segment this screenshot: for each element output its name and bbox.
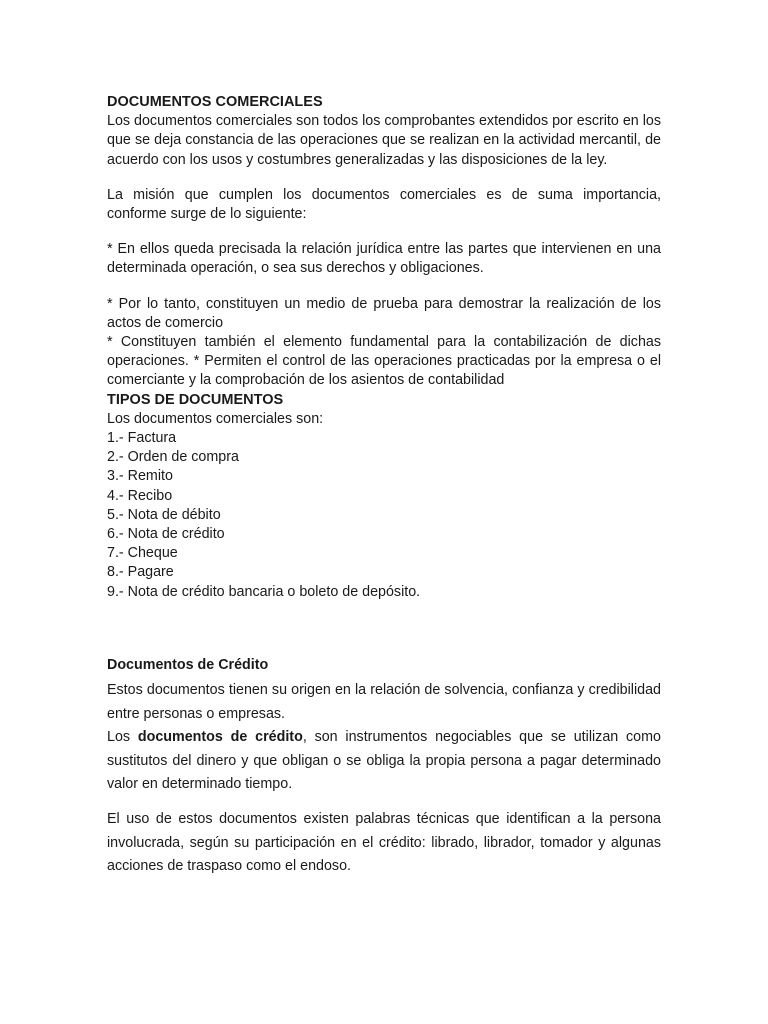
bullet-paragraph-2: * Por lo tanto, constituyen un medio de prueba para demostrar la realización de los actos de comercio (107, 295, 661, 331)
credit-paragraph-1: Estos documentos tienen su origen en la relación de solvencia, confianza y credibilidad entre personas o empresas. (107, 682, 661, 722)
list-item: 6.- Nota de crédito (107, 526, 225, 543)
types-intro: Los documentos comerciales son: (107, 410, 324, 427)
types-title: TIPOS DE DOCUMENTOS (107, 391, 284, 408)
intro-paragraph: Los documentos comerciales son todos los comprobantes extendidos por escrito en los que se deja constancia de las operaciones que se realizan en la actividad mercantil, de acuerdo con los usos y costumbres generalizadas y las disposiciones de la ley. (107, 113, 661, 168)
credit-heading: Documentos de Crédito (107, 657, 269, 673)
list-item: 4.- Recibo (107, 487, 173, 504)
page-title: DOCUMENTOS COMERCIALES (107, 94, 323, 110)
credit-p2-start: Los (107, 729, 138, 746)
credit-paragraph-3: El uso de estos documentos existen palabras técnicas que identifican a la persona involucrada, según su participación en el crédito: librado, librador, tomador y algunas acciones de traspaso como el endoso. (107, 810, 661, 875)
spacer (107, 797, 661, 808)
bullet-paragraph-1: * En ellos queda precisada la relación jurídica entre las partes que intervienen en una determinada operación, o sea sus derechos y obligaciones. (107, 241, 661, 277)
mission-paragraph: La misión que cumplen los documentos comerciales es de suma importancia, conforme surge de lo siguiente: (107, 186, 661, 223)
credit-p2-bold: documentos de crédito (137, 729, 303, 746)
list-item: 1.- Factura (107, 430, 177, 447)
list-item: 7.- Cheque (107, 545, 178, 562)
credit-paragraph-2 (107, 726, 661, 797)
credit-p2-rest: , son instrumentos negociables que se utilizan como sustitutos del dinero y que obligan o se obliga la propia persona a pagar determinado valor en determinado tiempo. (107, 729, 661, 793)
spacer (107, 279, 661, 295)
list-item: 9.- Nota de crédito bancaria o boleto de depósito. (107, 583, 421, 600)
list-item: 2.- Orden de compra (107, 449, 239, 466)
list-item: 8.- Pagare (107, 564, 174, 581)
document-types-list (107, 429, 661, 602)
bullet-paragraph-3: * Constituyen también el elemento fundamental para la contabilización de dichas operaciones. * Permiten el control de las operaciones practicadas por la empresa o el comerciante y la comprobación de los asientos de contabilidad (107, 334, 661, 389)
document-body-part1 (107, 93, 661, 602)
spacer (107, 224, 661, 240)
list-item: 3.- Remito (107, 468, 173, 485)
spacer (107, 170, 661, 186)
credit-section (107, 654, 661, 879)
document-page (107, 93, 661, 875)
list-item: 5.- Nota de débito (107, 506, 221, 523)
